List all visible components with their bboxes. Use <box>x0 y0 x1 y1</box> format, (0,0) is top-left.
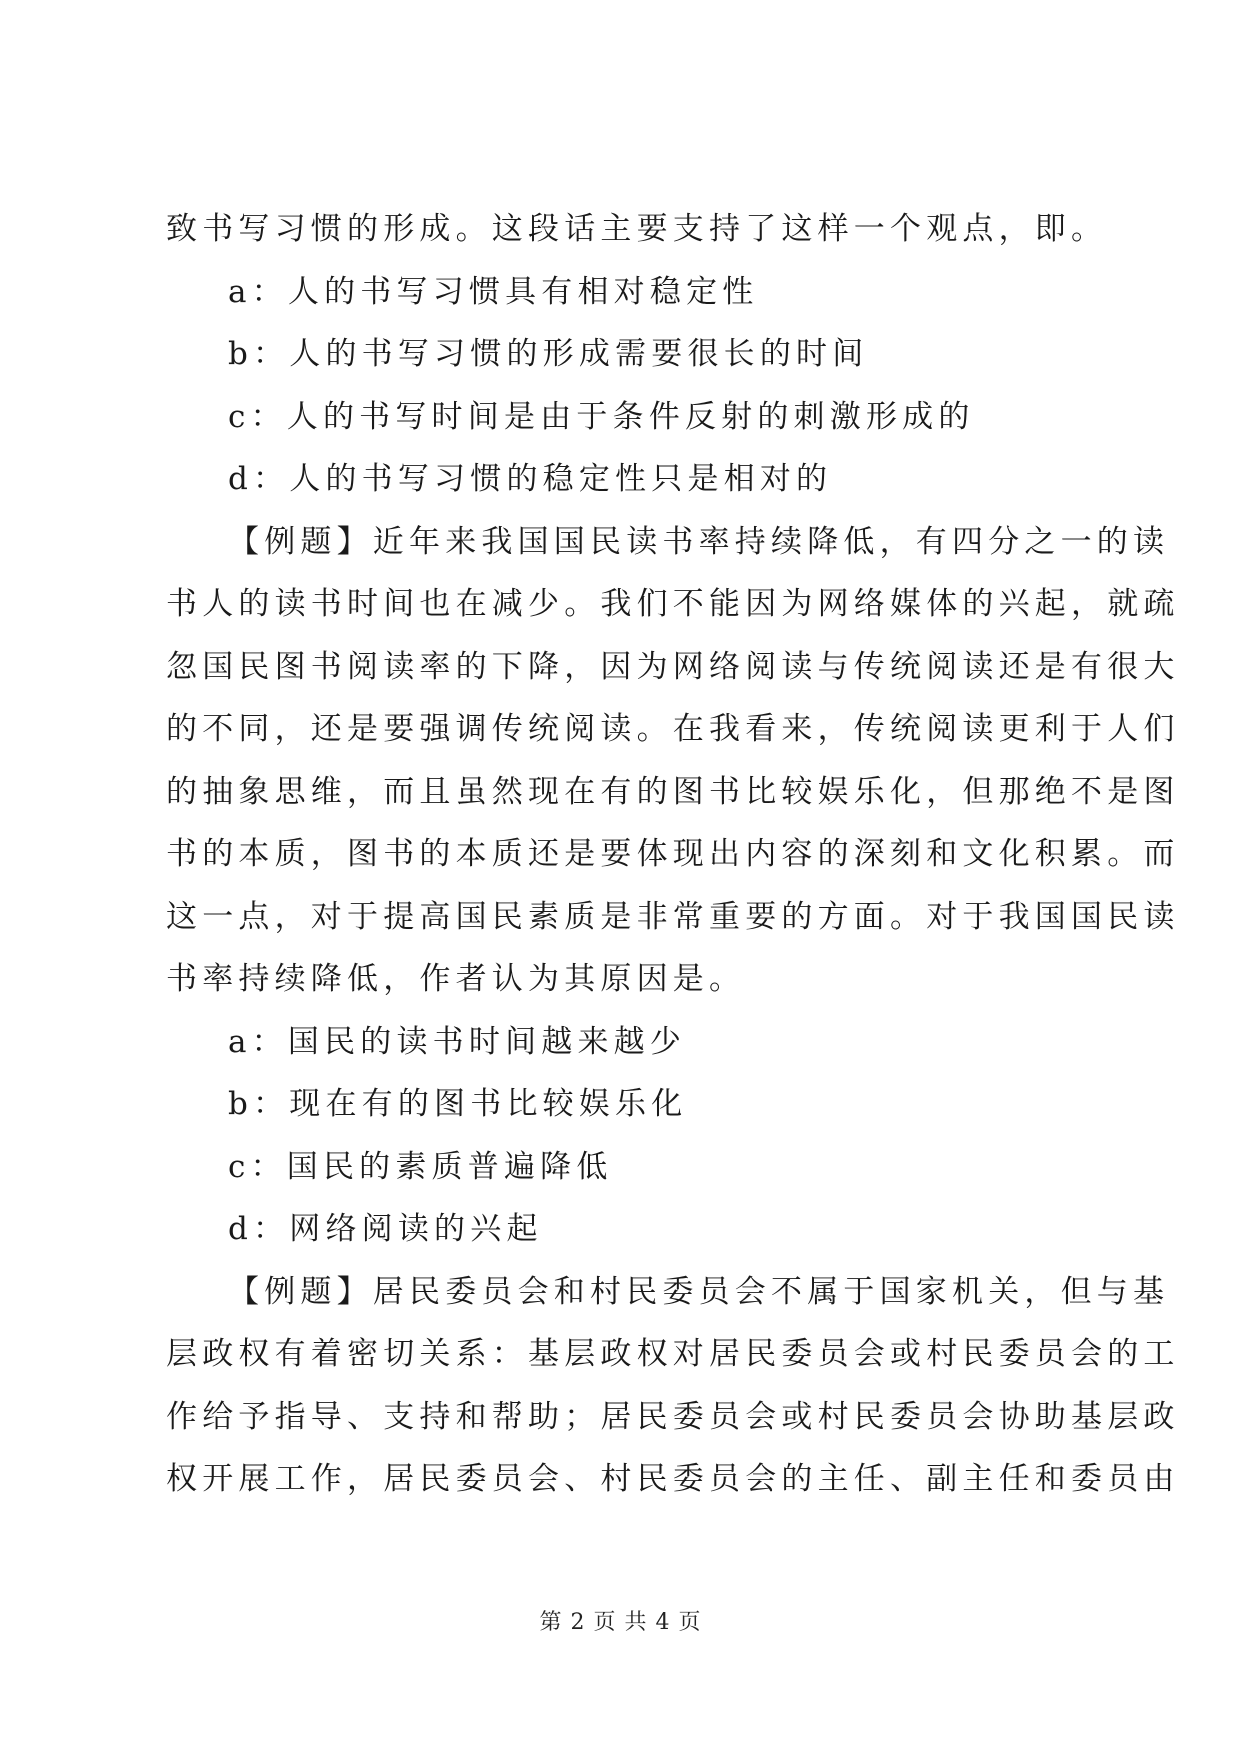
option-a: a：人的书写习惯具有相对稳定性 <box>228 273 759 310</box>
text-line: 的不同，还是要强调传统阅读。在我看来，传统阅读更利于人们 <box>166 711 1180 747</box>
option-c: c：人的书写时间是由于条件反射的刺激形成的 <box>228 398 975 435</box>
text-line: 层政权有着密切关系：基层政权对居民委员会或村民委员会的工 <box>166 1336 1180 1372</box>
text-line: 这一点，对于提高国民素质是非常重要的方面。对于我国国民读 <box>166 898 1180 935</box>
example-paragraph-start: 【例题】居民委员会和村民委员会不属于国家机关，但与基 <box>228 1273 1170 1310</box>
document-body <box>166 198 1180 1511</box>
page-number-footer: 第 2 页 共 4 页 <box>539 1610 702 1635</box>
option-b: b：人的书写习惯的形成需要很长的时间 <box>228 336 869 372</box>
text-line: 的抽象思维，而且虽然现在有的图书比较娱乐化，但那绝不是图 <box>166 773 1180 810</box>
option-d: d：网络阅读的兴起 <box>228 1211 543 1247</box>
text-line: 权开展工作，居民委员会、村民委员会的主任、副主任和委员由 <box>166 1461 1180 1497</box>
option-c: c：国民的素质普遍降低 <box>228 1148 613 1185</box>
text-line: 书人的读书时间也在减少。我们不能因为网络媒体的兴起，就疏 <box>166 586 1180 622</box>
option-d: d：人的书写习惯的稳定性只是相对的 <box>228 461 833 497</box>
text-line: 忽国民图书阅读率的下降，因为网络阅读与传统阅读还是有很大 <box>166 648 1180 685</box>
text-line: 书的本质，图书的本质还是要体现出内容的深刻和文化积累。而 <box>166 836 1180 872</box>
example-paragraph-start: 【例题】近年来我国国民读书率持续降低，有四分之一的读 <box>228 523 1170 560</box>
text-line: 致书写习惯的形成。这段话主要支持了这样一个观点，即。 <box>166 211 1108 247</box>
option-a: a：国民的读书时间越来越少 <box>228 1023 687 1060</box>
option-b: b：现在有的图书比较娱乐化 <box>228 1086 688 1122</box>
text-line: 书率持续降低，作者认为其原因是。 <box>166 961 746 997</box>
text-line: 作给予指导、支持和帮助；居民委员会或村民委员会协助基层政 <box>166 1398 1180 1435</box>
